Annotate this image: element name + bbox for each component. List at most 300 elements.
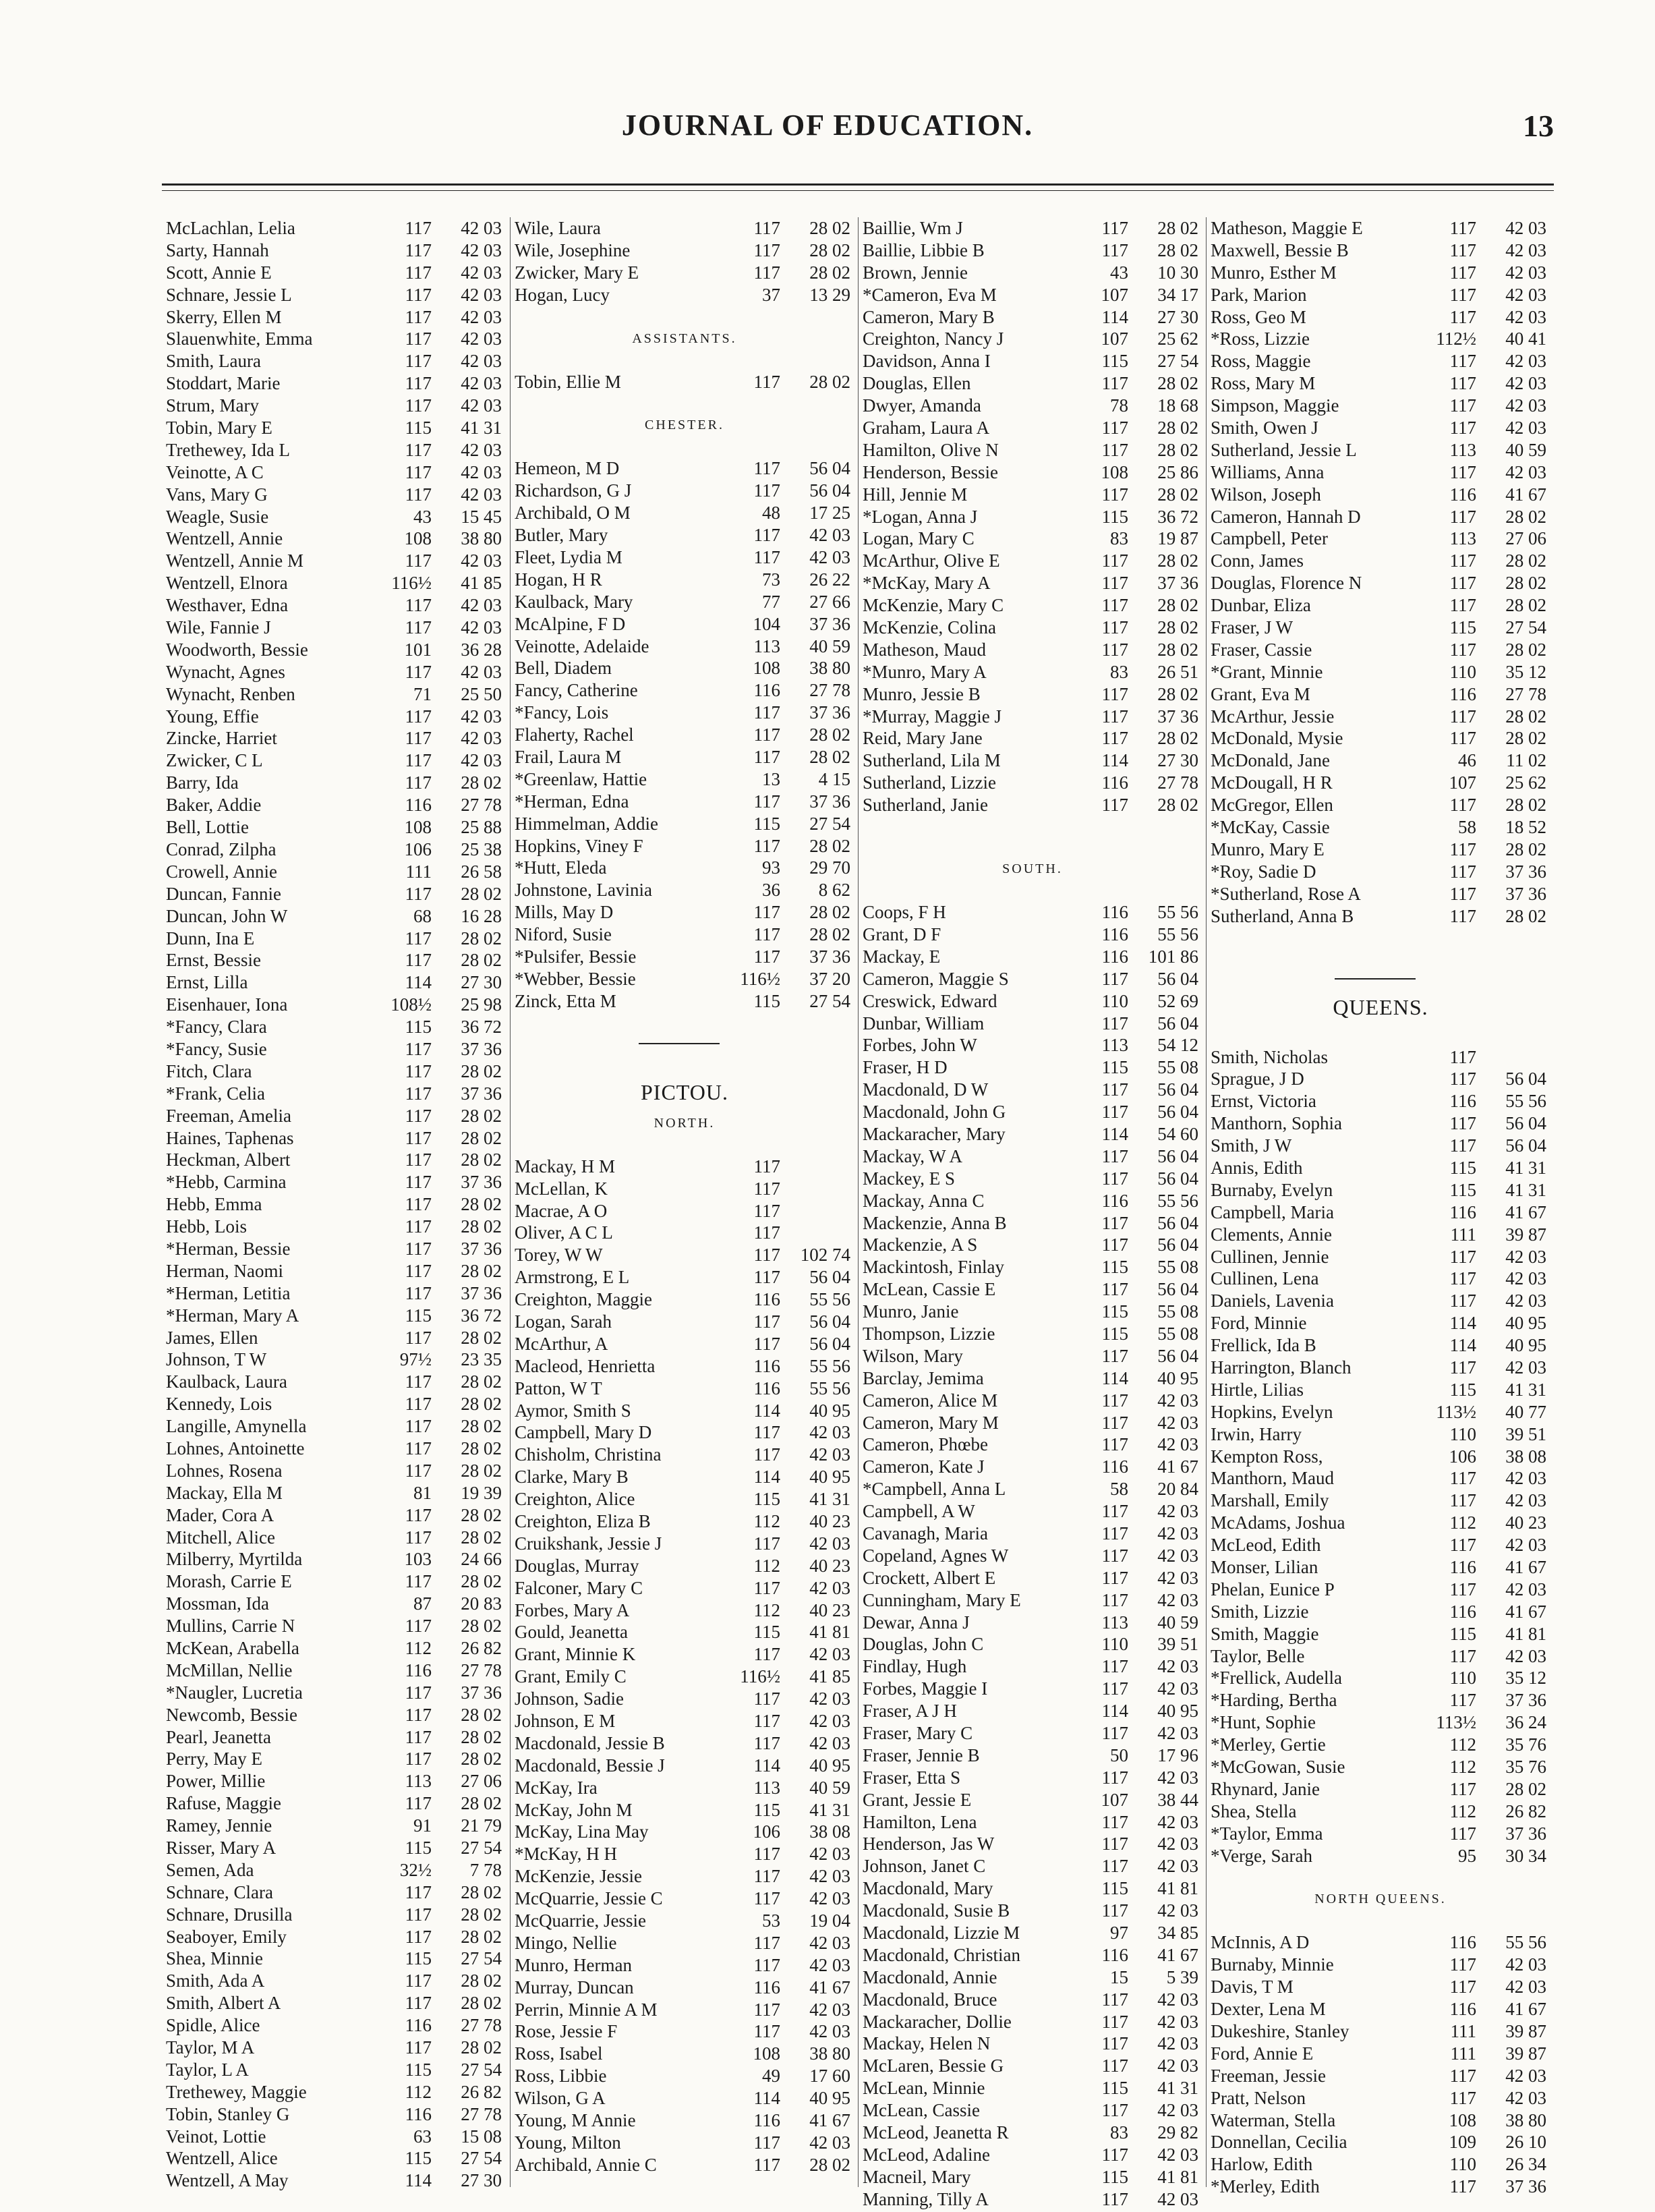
teacher-name: Phelan, Eunice P — [1211, 1579, 1335, 1599]
teacher-name: Sutherland, Janie — [863, 795, 988, 816]
days-taught: 116 — [1101, 902, 1128, 923]
days-taught: 115 — [1101, 1257, 1128, 1278]
grant-amount: 40 23 — [809, 1510, 850, 1531]
grant-amount: 27 66 — [809, 591, 850, 612]
teacher-name: Murray, Duncan — [515, 1977, 634, 1997]
days-taught: 116 — [1449, 484, 1476, 505]
spacer — [1207, 1026, 1555, 1046]
teacher-name: Harrington, Blanch — [1211, 1357, 1352, 1378]
grant-amount: 28 02 — [461, 1150, 502, 1170]
table-row — [162, 1682, 510, 1704]
days-taught: 117 — [1449, 1823, 1476, 1844]
days-taught: 117 — [405, 1904, 432, 1925]
table-row — [1207, 883, 1555, 905]
days-taught: 117 — [1449, 573, 1476, 594]
grant-amount: 42 03 — [461, 461, 502, 482]
grant-amount: 18 68 — [1157, 395, 1198, 416]
table-row — [1207, 1623, 1555, 1645]
teacher-name: *Ross, Lizzie — [1211, 329, 1310, 349]
days-taught: 32½ — [399, 1859, 432, 1880]
days-taught: 117 — [405, 550, 432, 571]
grant-amount: 28 02 — [461, 1926, 502, 1947]
days-taught: 113 — [1449, 439, 1476, 460]
spacer — [511, 306, 859, 327]
teacher-name: Vans, Mary G — [166, 484, 268, 505]
grant-amount: 42 03 — [1505, 1579, 1546, 1599]
days-taught: 114 — [753, 1400, 780, 1421]
teacher-name: *Murray, Maggie J — [863, 706, 1001, 727]
teacher-name: Taylor, Belle — [1211, 1645, 1305, 1666]
grant-amount: 42 03 — [1505, 1490, 1546, 1511]
table-row — [162, 284, 510, 306]
days-taught: 116 — [405, 2015, 432, 2036]
table-row — [859, 1323, 1207, 1345]
grant-amount: 42 03 — [1157, 2188, 1198, 2209]
days-taught: 117 — [1449, 1645, 1476, 1666]
table-row — [859, 461, 1207, 484]
teacher-grant-table — [162, 217, 1554, 2209]
days-taught: 114 — [1101, 750, 1128, 771]
teacher-name: Macrae, A O — [515, 1200, 608, 1221]
table-row — [859, 2099, 1207, 2122]
teacher-name: Zwicker, C L — [166, 750, 263, 771]
grant-amount: 42 03 — [1157, 1656, 1198, 1677]
table-row — [162, 1282, 510, 1305]
teacher-name: Duncan, Fannie — [166, 883, 281, 904]
grant-amount: 40 95 — [809, 1467, 850, 1487]
table-row — [859, 1767, 1207, 1789]
table-row — [162, 1748, 510, 1770]
teacher-name: Eisenhauer, Iona — [166, 994, 288, 1015]
days-taught: 117 — [753, 218, 780, 238]
teacher-name: Bell, Diadem — [515, 658, 612, 679]
subsection-heading: NORTH. — [654, 1115, 716, 1131]
grant-amount: 42 03 — [809, 2021, 850, 2042]
grant-amount: 40 95 — [809, 2088, 850, 2109]
table-row — [162, 1238, 510, 1260]
days-taught: 108 — [404, 528, 432, 549]
teacher-name: Burnaby, Minnie — [1211, 1954, 1334, 1975]
table-row — [511, 217, 859, 239]
days-taught: 117 — [753, 1577, 780, 1598]
days-taught: 114 — [1101, 1123, 1128, 1144]
grant-amount: 41 67 — [1157, 1456, 1198, 1477]
table-row — [511, 1577, 859, 1599]
teacher-name: Ford, Annie E — [1211, 2043, 1314, 2064]
grant-amount: 28 02 — [1505, 595, 1546, 616]
days-taught: 117 — [1101, 1145, 1128, 1166]
table-row — [511, 480, 859, 502]
grant-amount: 55 56 — [1157, 1190, 1198, 1211]
teacher-name: Marshall, Emily — [1211, 1490, 1329, 1511]
table-row — [859, 990, 1207, 1013]
table-row — [859, 727, 1207, 749]
grant-amount: 42 03 — [1157, 2033, 1198, 2054]
section-divider — [1207, 968, 1555, 988]
days-taught: 117 — [1101, 2033, 1128, 2054]
teacher-name: Clements, Annie — [1211, 1224, 1332, 1245]
teacher-name: Wentzell, A May — [166, 2170, 289, 2191]
table-row — [511, 1954, 859, 1977]
grant-amount: 28 02 — [461, 1527, 502, 1548]
teacher-name: Fraser, J W — [1211, 617, 1294, 638]
table-row — [859, 1966, 1207, 1989]
days-taught: 15 — [1110, 1966, 1128, 1987]
table-row — [162, 1593, 510, 1615]
table-row — [162, 2059, 510, 2081]
days-taught: 117 — [405, 351, 432, 372]
days-taught: 110 — [1101, 990, 1128, 1011]
teacher-name: *Taylor, Emma — [1211, 1823, 1323, 1844]
teacher-name: Richardson, G J — [515, 480, 632, 501]
teacher-name: Barry, Ida — [166, 772, 239, 793]
grant-amount: 42 03 — [1505, 1357, 1546, 1378]
teacher-name: Mackay, Helen N — [863, 2033, 991, 2054]
grant-amount: 41 31 — [1505, 1379, 1546, 1400]
teacher-name: McQuarrie, Jessie C — [515, 1888, 663, 1909]
teacher-name: Copeland, Agnes W — [863, 1545, 1009, 1566]
table-row — [859, 2011, 1207, 2033]
days-taught: 117 — [405, 1282, 432, 1303]
grant-amount: 26 82 — [1505, 1800, 1546, 1821]
table-row — [1207, 1778, 1555, 1800]
days-taught: 117 — [1101, 1545, 1128, 1566]
grant-amount: 42 03 — [809, 1888, 850, 1909]
teacher-name: Maxwell, Bessie B — [1211, 239, 1349, 260]
table-row — [162, 262, 510, 284]
grant-amount: 13 29 — [809, 284, 850, 305]
teacher-name: Brown, Jennie — [863, 262, 968, 283]
table-row — [1207, 1246, 1555, 1268]
table-row — [1207, 284, 1555, 306]
table-row — [859, 328, 1207, 350]
table-row — [511, 2109, 859, 2132]
teacher-name: Trethewey, Maggie — [166, 2081, 307, 2102]
days-taught: 117 — [405, 284, 432, 305]
days-taught: 117 — [1101, 639, 1128, 660]
grant-amount: 28 02 — [461, 1904, 502, 1925]
grant-amount: 39 51 — [1157, 1634, 1198, 1655]
teacher-name: Ross, Geo M — [1211, 306, 1306, 327]
days-taught: 117 — [405, 1926, 432, 1947]
grant-amount: 40 41 — [1505, 329, 1546, 349]
teacher-name: Thompson, Lizzie — [863, 1323, 995, 1344]
grant-amount: 27 54 — [809, 990, 850, 1011]
table-row — [162, 306, 510, 329]
teacher-name: Perry, May E — [166, 1749, 262, 1769]
days-taught: 117 — [753, 1444, 780, 1465]
days-taught: 58 — [1110, 1479, 1128, 1500]
subsection-heading: ASSISTANTS. — [632, 331, 737, 346]
table-row — [162, 1393, 510, 1415]
grant-amount: 28 02 — [1157, 683, 1198, 704]
teacher-name: Baker, Addie — [166, 795, 262, 816]
days-taught: 112 — [1449, 1757, 1476, 1777]
days-taught: 117 — [1449, 1579, 1476, 1599]
grant-amount: 28 02 — [1157, 795, 1198, 816]
table-row — [511, 1156, 859, 1178]
table-row — [162, 1415, 510, 1438]
grant-amount: 42 03 — [809, 1644, 850, 1665]
grant-amount: 42 03 — [1157, 1523, 1198, 1543]
grant-amount: 42 03 — [1505, 1291, 1546, 1311]
table-row — [162, 749, 510, 772]
days-taught: 115 — [405, 1948, 432, 1969]
table-row — [1207, 639, 1555, 661]
grant-amount: 40 59 — [809, 635, 850, 656]
days-taught: 114 — [1101, 306, 1128, 327]
teacher-name: Hogan, Lucy — [515, 284, 610, 305]
teacher-name: Park, Marion — [1211, 284, 1307, 305]
days-taught: 117 — [753, 1689, 780, 1709]
days-taught: 112 — [405, 2081, 432, 2102]
table-row — [859, 1278, 1207, 1301]
days-taught: 97½ — [399, 1349, 432, 1370]
days-taught: 115 — [1449, 1623, 1476, 1644]
days-taught: 117 — [405, 373, 432, 394]
teacher-name: *Merley, Edith — [1211, 2176, 1320, 2197]
table-row — [511, 857, 859, 879]
grant-amount: 27 78 — [1157, 772, 1198, 793]
teacher-name: McArthur, Jessie — [1211, 706, 1335, 727]
days-taught: 117 — [1101, 1567, 1128, 1588]
grant-amount: 25 50 — [461, 683, 502, 704]
table-row — [162, 572, 510, 594]
teacher-name: Mackay, Anna C — [863, 1190, 985, 1211]
grant-amount: 28 02 — [1505, 728, 1546, 749]
spacer — [511, 393, 859, 413]
table-row — [1207, 1954, 1555, 1976]
table-row — [1207, 528, 1555, 550]
grant-amount: 42 03 — [1505, 351, 1546, 372]
teacher-name: Sprague, J D — [1211, 1069, 1304, 1089]
table-row — [162, 1371, 510, 1393]
table-row — [162, 1527, 510, 1549]
days-taught: 117 — [753, 1311, 780, 1332]
teacher-name: Campbell, A W — [863, 1501, 975, 1522]
teacher-name: Morash, Carrie E — [166, 1571, 292, 1592]
table-row — [162, 1548, 510, 1570]
days-taught: 83 — [1110, 661, 1128, 682]
table-row — [859, 284, 1207, 306]
grant-amount: 40 95 — [1505, 1313, 1546, 1334]
grant-amount: 42 03 — [461, 595, 502, 616]
grant-amount: 56 04 — [809, 458, 850, 479]
table-row — [1207, 1157, 1555, 1179]
grant-amount: 28 02 — [1157, 595, 1198, 616]
table-row — [859, 217, 1207, 239]
table-row — [162, 683, 510, 706]
table-row — [1207, 1823, 1555, 1845]
days-taught: 117 — [753, 458, 780, 479]
spacer — [1207, 1911, 1555, 1931]
teacher-name: Baillie, Wm J — [863, 218, 963, 238]
teacher-name: McKenzie, Mary C — [863, 595, 1004, 616]
table-row — [511, 924, 859, 946]
days-taught: 117 — [405, 883, 432, 904]
days-taught: 117 — [1449, 218, 1476, 238]
header-rule — [162, 183, 1554, 186]
teacher-name: Ernst, Lilla — [166, 972, 248, 993]
grant-amount: 28 02 — [461, 1616, 502, 1637]
grant-amount: 42 03 — [809, 1577, 850, 1598]
days-taught: 116 — [1101, 1456, 1128, 1477]
table-row — [162, 1904, 510, 1926]
days-taught: 117 — [405, 1460, 432, 1481]
days-taught: 106 — [753, 1821, 780, 1842]
grant-amount: 28 02 — [809, 924, 850, 945]
days-taught: 117 — [753, 791, 780, 812]
teacher-name: McDonald, Jane — [1211, 750, 1330, 771]
days-taught: 117 — [1101, 1856, 1128, 1877]
teacher-name: Hogan, H R — [515, 569, 602, 590]
teacher-name: *Herman, Mary A — [166, 1305, 299, 1326]
days-taught: 117 — [1101, 1523, 1128, 1543]
grant-amount: 34 17 — [1157, 284, 1198, 305]
days-taught: 117 — [753, 747, 780, 768]
teacher-name: McGregor, Ellen — [1211, 795, 1333, 816]
teacher-name: Johnson, Janet C — [863, 1856, 986, 1877]
days-taught: 117 — [753, 1422, 780, 1443]
days-taught: 115 — [753, 1622, 780, 1643]
grant-amount: 36 72 — [1157, 506, 1198, 527]
days-taught: 117 — [1101, 1390, 1128, 1411]
grant-amount: 42 03 — [461, 661, 502, 682]
grant-amount: 28 02 — [1505, 639, 1546, 660]
grant-amount: 40 95 — [809, 1400, 850, 1421]
days-taught: 116 — [753, 1289, 780, 1310]
table-row — [1207, 1401, 1555, 1423]
grant-amount: 17 60 — [809, 2066, 850, 2087]
teacher-name: McDougall, H R — [1211, 772, 1333, 793]
grant-amount: 52 69 — [1157, 990, 1198, 1011]
days-taught: 117 — [1101, 2055, 1128, 2076]
teacher-name: Wentzell, Annie M — [166, 550, 304, 571]
table-row — [162, 1881, 510, 1904]
teacher-name: Sutherland, Lizzie — [863, 772, 996, 793]
teacher-name: Mader, Cora A — [166, 1504, 274, 1525]
days-taught: 115 — [1449, 1179, 1476, 1200]
days-taught: 116 — [753, 1378, 780, 1398]
grant-amount: 42 03 — [809, 1444, 850, 1465]
grant-amount: 25 38 — [461, 839, 502, 859]
teacher-name: Munro, Jessie B — [863, 683, 981, 704]
table-row — [1207, 506, 1555, 528]
grant-amount: 27 30 — [461, 972, 502, 993]
teacher-name: *Pulsifer, Bessie — [515, 946, 637, 967]
grant-amount: 42 03 — [809, 1844, 850, 1865]
grant-amount: 42 03 — [1505, 1535, 1546, 1556]
table-row — [511, 1888, 859, 1910]
days-taught: 117 — [405, 1194, 432, 1215]
teacher-name: Grant, Emily C — [515, 1666, 627, 1687]
grant-amount: 41 31 — [461, 418, 502, 438]
days-taught: 117 — [405, 772, 432, 793]
days-taught: 117 — [753, 262, 780, 283]
grant-amount: 55 56 — [809, 1289, 850, 1310]
table-row — [859, 683, 1207, 706]
table-row — [162, 1193, 510, 1216]
page-header — [0, 108, 1655, 155]
table-row — [511, 262, 859, 284]
table-row — [511, 371, 859, 393]
teacher-name: Kennedy, Lois — [166, 1394, 272, 1415]
grant-amount: 23 35 — [461, 1349, 502, 1370]
days-taught: 113 — [1101, 1035, 1128, 1056]
table-row — [162, 550, 510, 572]
grant-amount: 42 03 — [1505, 262, 1546, 283]
teacher-name: Power, Millie — [166, 1771, 266, 1792]
days-taught: 117 — [1101, 595, 1128, 616]
teacher-name: Smith, Owen J — [1211, 418, 1318, 438]
days-taught: 109 — [1449, 2132, 1476, 2153]
teacher-name: Davidson, Anna I — [863, 351, 991, 372]
table-row — [859, 1412, 1207, 1434]
grant-amount: 42 03 — [1505, 306, 1546, 327]
days-taught: 117 — [405, 2037, 432, 2058]
teacher-name: Heckman, Albert — [166, 1150, 291, 1170]
table-row — [859, 2166, 1207, 2188]
grant-amount: 42 03 — [809, 1689, 850, 1709]
grant-amount: 42 03 — [461, 262, 502, 283]
teacher-name: *Campbell, Anna L — [863, 1479, 1006, 1500]
teacher-name: Mackaracher, Dollie — [863, 2011, 1012, 2032]
grant-amount: 25 62 — [1157, 329, 1198, 349]
teacher-name: Irwin, Harry — [1211, 1423, 1302, 1444]
days-taught: 115 — [405, 1838, 432, 1859]
table-row — [162, 905, 510, 928]
days-taught: 49 — [762, 2066, 780, 2087]
teacher-name: Wile, Josephine — [515, 239, 631, 260]
table-row — [162, 1726, 510, 1749]
grant-amount: 37 36 — [1505, 1823, 1546, 1844]
table-row — [859, 528, 1207, 550]
grant-amount: 56 04 — [809, 1311, 850, 1332]
grant-amount: 40 59 — [1157, 1612, 1198, 1633]
grant-amount: 55 56 — [1505, 1932, 1546, 1953]
table-row — [511, 791, 859, 813]
teacher-name: Lohnes, Antoinette — [166, 1438, 305, 1458]
teacher-name: Milberry, Myrtilda — [166, 1549, 303, 1570]
table-row — [162, 1083, 510, 1105]
days-taught: 117 — [1449, 1046, 1476, 1067]
grant-amount: 40 23 — [809, 1555, 850, 1576]
teacher-name: Graham, Laura A — [863, 418, 990, 438]
grant-amount: 41 81 — [1157, 1878, 1198, 1899]
teacher-name: Smith, Lizzie — [1211, 1601, 1309, 1622]
teacher-name: Donnellan, Cecilia — [1211, 2132, 1347, 2153]
grant-amount: 37 36 — [461, 1682, 502, 1703]
grant-amount: 28 02 — [461, 1571, 502, 1592]
days-taught: 117 — [753, 1710, 780, 1731]
table-row — [1207, 905, 1555, 928]
teacher-name: Douglas, John C — [863, 1634, 984, 1655]
grant-amount: 41 81 — [1157, 2166, 1198, 2187]
grant-amount: 28 02 — [1157, 728, 1198, 749]
table-row — [859, 1722, 1207, 1745]
grant-amount: 42 03 — [1157, 2144, 1198, 2165]
teacher-name: Campbell, Maria — [1211, 1201, 1334, 1222]
grant-amount: 42 03 — [1505, 461, 1546, 482]
grant-amount: 27 06 — [1505, 528, 1546, 549]
grant-amount: 42 03 — [809, 1422, 850, 1443]
days-taught: 117 — [1449, 395, 1476, 416]
spacer — [511, 351, 859, 371]
teacher-name: Macdonald, Bessie J — [515, 1755, 665, 1776]
table-row — [162, 2014, 510, 2037]
grant-amount: 41 81 — [809, 1622, 850, 1643]
table-row — [162, 1171, 510, 1193]
